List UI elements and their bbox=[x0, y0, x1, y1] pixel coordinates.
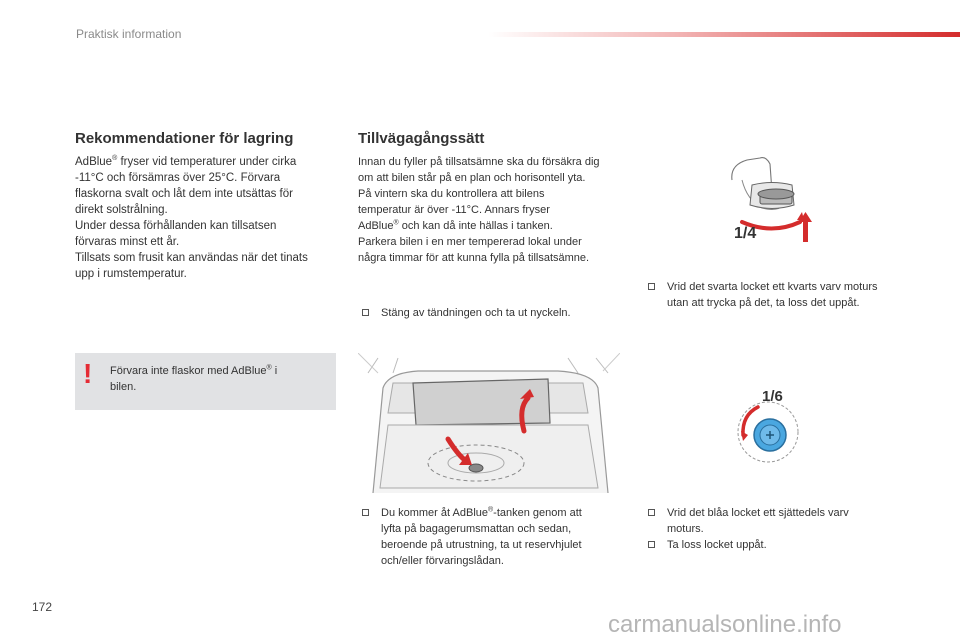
storage-line: Under dessa förhållanden kan tillsatsen bbox=[75, 220, 277, 232]
procedure-line: om att bilen står på en plan och horisontell yta. bbox=[358, 172, 586, 184]
storage-line: flaskorna svalt och låt dem inte utsättas för bbox=[75, 188, 293, 200]
storage-text bbox=[75, 154, 335, 282]
watermark: carmanualsonline.info bbox=[608, 611, 842, 638]
warning-text: Förvara inte flaskor med AdBlue® i bilen. bbox=[110, 364, 278, 393]
storage-line: AdBlue® fryser vid temperaturer under cirka bbox=[75, 155, 297, 168]
warning-icon: ! bbox=[83, 358, 93, 389]
black-cap-illustration bbox=[722, 150, 827, 250]
checkbox-bullet-icon bbox=[362, 309, 369, 316]
trunk-illustration bbox=[358, 353, 620, 493]
procedure-line: Innan du fyller på tillsatsämne ska du försäkra dig bbox=[358, 156, 600, 168]
storage-line: direkt solstrålning. bbox=[75, 204, 168, 216]
page-number: 172 bbox=[32, 600, 53, 614]
sixth-turn-label: 1/6 bbox=[762, 388, 783, 405]
step-ignition: Stäng av tändningen och ta ut nyckeln. bbox=[362, 305, 632, 323]
step-black-cap: Vrid det svarta locket ett kvarts varv moturs utan att trycka på det, ta loss det uppåt. bbox=[648, 279, 918, 313]
procedure-line: AdBlue® och kan då inte hällas i tanken. bbox=[358, 219, 553, 232]
checkbox-bullet-icon bbox=[362, 509, 369, 516]
procedure-line: På vintern ska du kontrollera att bilens bbox=[358, 188, 545, 200]
checkbox-bullet-icon bbox=[648, 541, 655, 548]
step-access-tank: Du kommer åt AdBlue®-tanken genom att lyfta på bagagerumsmattan och sedan, beroende på utrustning, ta ut reservhjulet och/eller förvaringslådan. bbox=[362, 505, 632, 569]
checkbox-bullet-icon bbox=[648, 283, 655, 290]
storage-line: förvaras minst ett år. bbox=[75, 236, 180, 248]
procedure-heading: Tillvägagångssätt bbox=[358, 130, 485, 147]
checkbox-bullet-icon bbox=[648, 509, 655, 516]
quarter-turn-label: 1/4 bbox=[734, 225, 757, 242]
storage-heading: Rekommendationer för lagring bbox=[75, 130, 294, 147]
procedure-line: några timmar för att kunna fylla på tillsatsämne. bbox=[358, 252, 590, 264]
header-accent-bar bbox=[488, 32, 960, 37]
procedure-text bbox=[358, 154, 628, 266]
storage-line: upp i rumstemperatur. bbox=[75, 268, 187, 280]
blue-cap-illustration bbox=[728, 385, 808, 465]
procedure-line: temperatur är över -11°C. Annars fryser bbox=[358, 204, 550, 216]
step-lift-cap: Ta loss locket uppåt. bbox=[648, 537, 918, 555]
section-title: Praktisk information bbox=[76, 27, 182, 41]
procedure-line: Parkera bilen i en mer tempererad lokal under bbox=[358, 236, 582, 248]
storage-line: -11°C och försämras över 25°C. Förvara bbox=[75, 172, 281, 184]
storage-line: Tillsats som frusit kan användas när det tinats bbox=[75, 252, 308, 264]
step-blue-cap: Vrid det blåa locket ett sjättedels varv moturs. bbox=[648, 505, 918, 555]
